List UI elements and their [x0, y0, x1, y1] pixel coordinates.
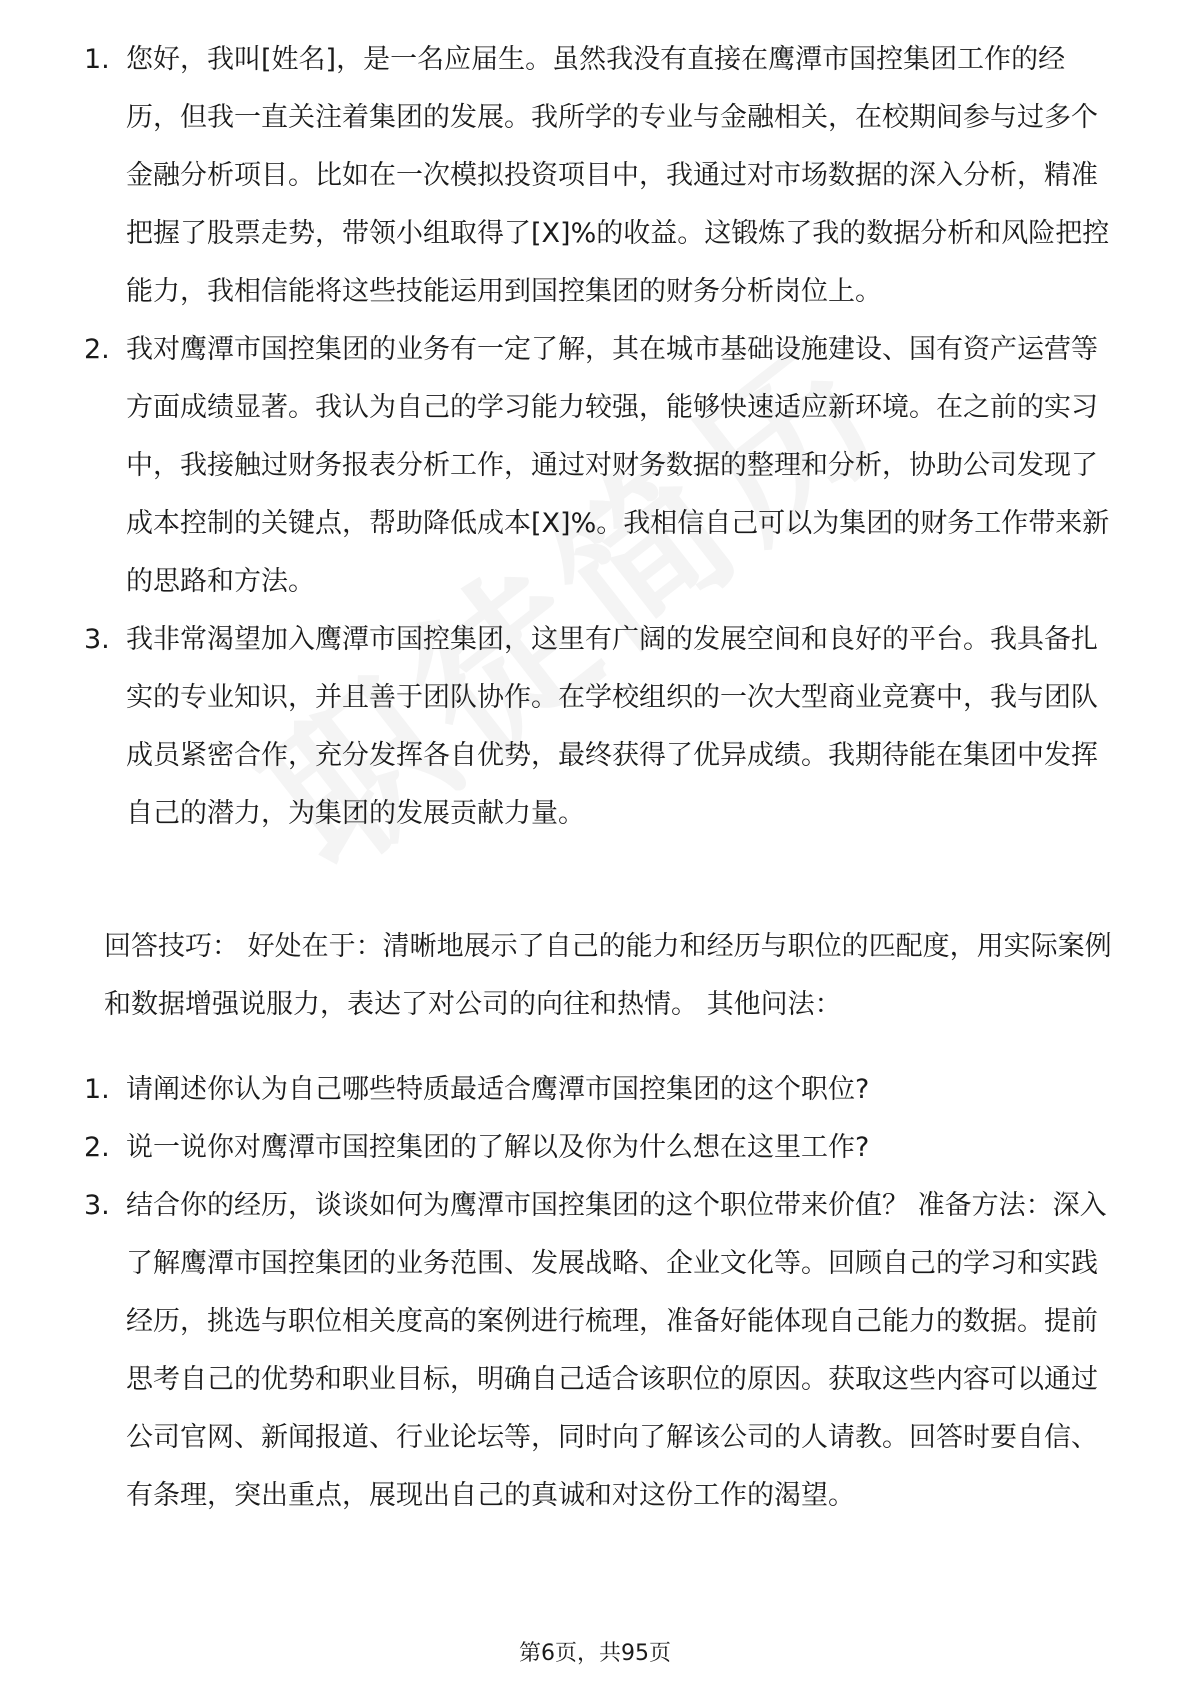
page-footer: 第6页，共95页 [519, 1641, 671, 1666]
list-item [84, 321, 1114, 611]
list-item [84, 1177, 1114, 1525]
list-text: 我非常渴望加入鹰潭市国控集团，这里有广阔的发展空间和良好的平台。我具备扎实的专业知识，并且善于团队协作。在学校组织的一次大型商业竞赛中，我与团队成员紧密合作，充分发挥各自优势，最终获得了优异成绩。我期待能在集团中发挥自己的潜力，为集团的发展贡献力量。 [126, 624, 1098, 829]
list-item [84, 611, 1114, 843]
list-item [84, 31, 1114, 321]
list-number: 2. [84, 1132, 110, 1163]
list-number: 1. [84, 1074, 110, 1105]
list-number: 1. [84, 44, 110, 75]
list-text: 您好，我叫[姓名]，是一名应届生。虽然我没有直接在鹰潭市国控集团工作的经历，但我一直关注着集团的发展。我所学的专业与金融相关，在校期间参与过多个金融分析项目。比如在一次模拟投资项目中，我通过对市场数据的深入分析，精准把握了股票走势，带领小组取得了[X]%的收益。这锻炼了我的数据分析和风险把控能力，我相信能将这些技能运用到国控集团的财务分析岗位上。 [126, 44, 1110, 307]
list-text: 说一说你对鹰潭市国控集团的了解以及你为什么想在这里工作? [126, 1132, 870, 1163]
answer-list [84, 31, 1114, 843]
list-text: 我对鹰潭市国控集团的业务有一定了解，其在城市基础设施建设、国有资产运营等方面成绩显著。我认为自己的学习能力较强，能够快速适应新环境。在之前的实习中，我接触过财务报表分析工作，通过对财务数据的整理和分析，协助公司发现了成本控制的关键点，帮助降低成本[X]%。我相信自己可以为集团的财务工作带来新的思路和方法。 [126, 334, 1110, 597]
tips-paragraph: 回答技巧： 好处在于：清晰地展示了自己的能力和经历与职位的匹配度，用实际案例和数据增强说服力，表达了对公司的向往和热情。 其他问法： [104, 931, 1112, 1020]
list-number: 3. [84, 624, 110, 655]
list-text: 请阐述你认为自己哪些特质最适合鹰潭市国控集团的这个职位? [126, 1074, 870, 1105]
list-item [84, 1061, 1114, 1119]
other-questions-list [84, 1061, 1114, 1525]
list-number: 3. [84, 1190, 110, 1221]
list-item [84, 1119, 1114, 1177]
page-top-edge [0, 0, 1190, 20]
list-text: 结合你的经历，谈谈如何为鹰潭市国控集团的这个职位带来价值？ 准备方法：深入了解鹰潭市国控集团的业务范围、发展战略、企业文化等。回顾自己的学习和实践经历，挑选与职位相关度高的案例进行梳理，准备好能体现自己能力的数据。提前思考自己的优势和职业目标，明确自己适合该职位的原因。获取这些内容可以通过公司官网、新闻报道、行业论坛等，同时向了解该公司的人请教。回答时要自信、有条理，突出重点，展现出自己的真诚和对这份工作的渴望。 [126, 1190, 1107, 1511]
list-number: 2. [84, 334, 110, 365]
